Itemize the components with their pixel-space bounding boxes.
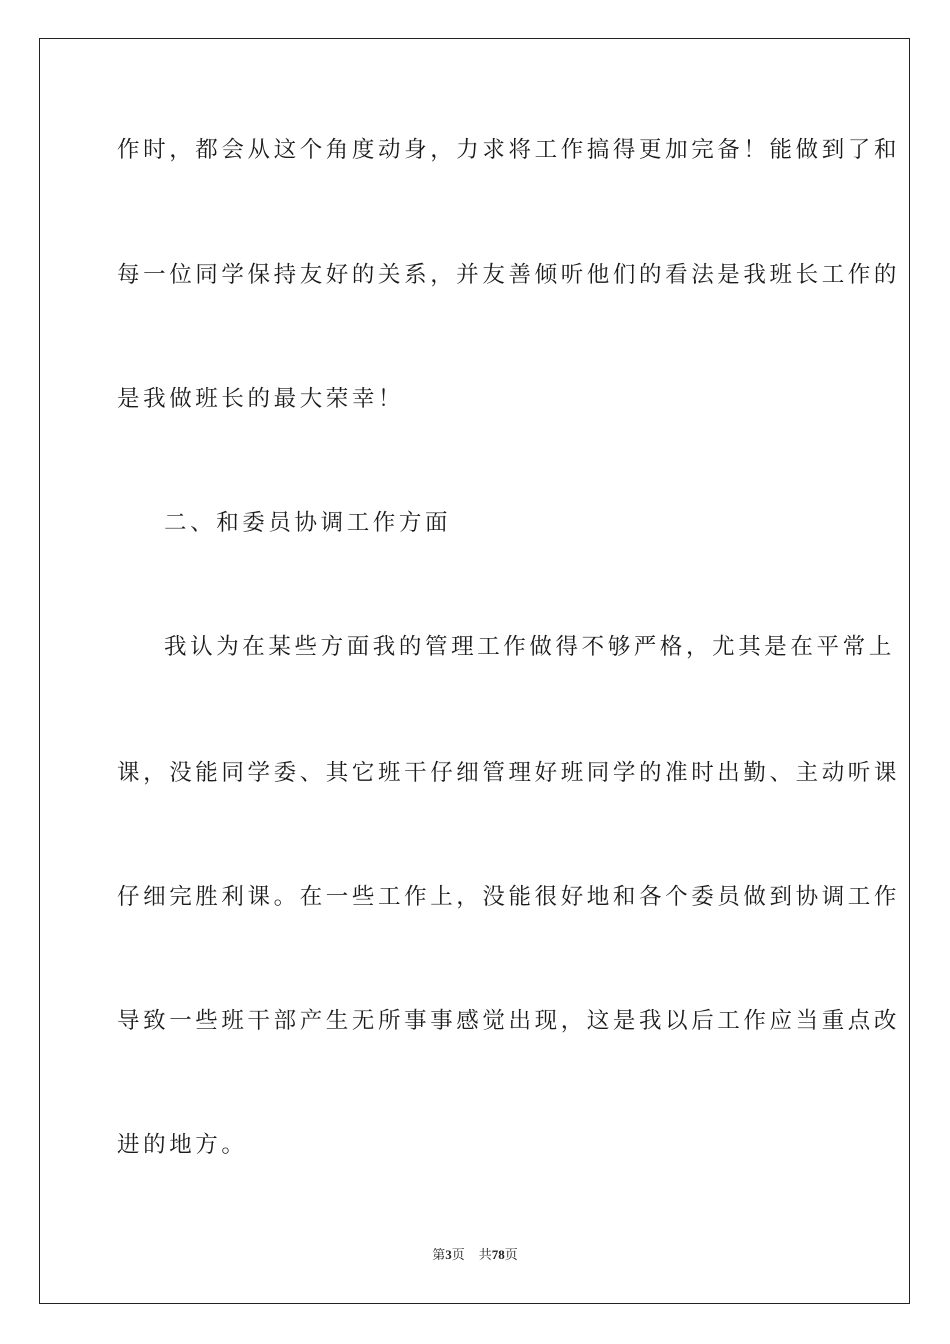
paragraph-line-7: 导致一些班干部产生无所事事感觉出现，这是我以后工作应当重点改 — [117, 1008, 901, 1034]
paragraph-line-6: 仔细完胜利课。在一些工作上，没能很好地和各个委员做到协调工作 — [117, 884, 901, 910]
page-border — [39, 38, 910, 1304]
paragraph-line-1: 作时，都会从这个角度动身，力求将工作搞得更加完备！能做到了和 — [117, 137, 901, 163]
section-heading: 二、和委员协调工作方面 — [164, 510, 452, 536]
total-pages: 78 — [491, 1247, 505, 1262]
paragraph-line-4: 我认为在某些方面我的管理工作做得不够严格，尤其是在平常上 — [164, 634, 895, 660]
paragraph-line-2: 每一位同学保持友好的关系，并友善倾听他们的看法是我班长工作的 — [117, 262, 901, 288]
total-prefix: 共 — [478, 1248, 492, 1263]
paragraph-line-8: 进的地方。 — [117, 1132, 248, 1158]
page-number: 3 — [445, 1247, 452, 1262]
page-suffix: 页 — [451, 1248, 465, 1263]
page-footer — [0, 1246, 950, 1265]
page-prefix: 第 — [432, 1248, 446, 1263]
paragraph-line-3: 是我做班长的最大荣幸！ — [117, 386, 405, 412]
paragraph-line-5: 课，没能同学委、其它班干仔细管理好班同学的准时出勤、主动听课 — [117, 760, 901, 786]
total-suffix: 页 — [504, 1248, 518, 1263]
